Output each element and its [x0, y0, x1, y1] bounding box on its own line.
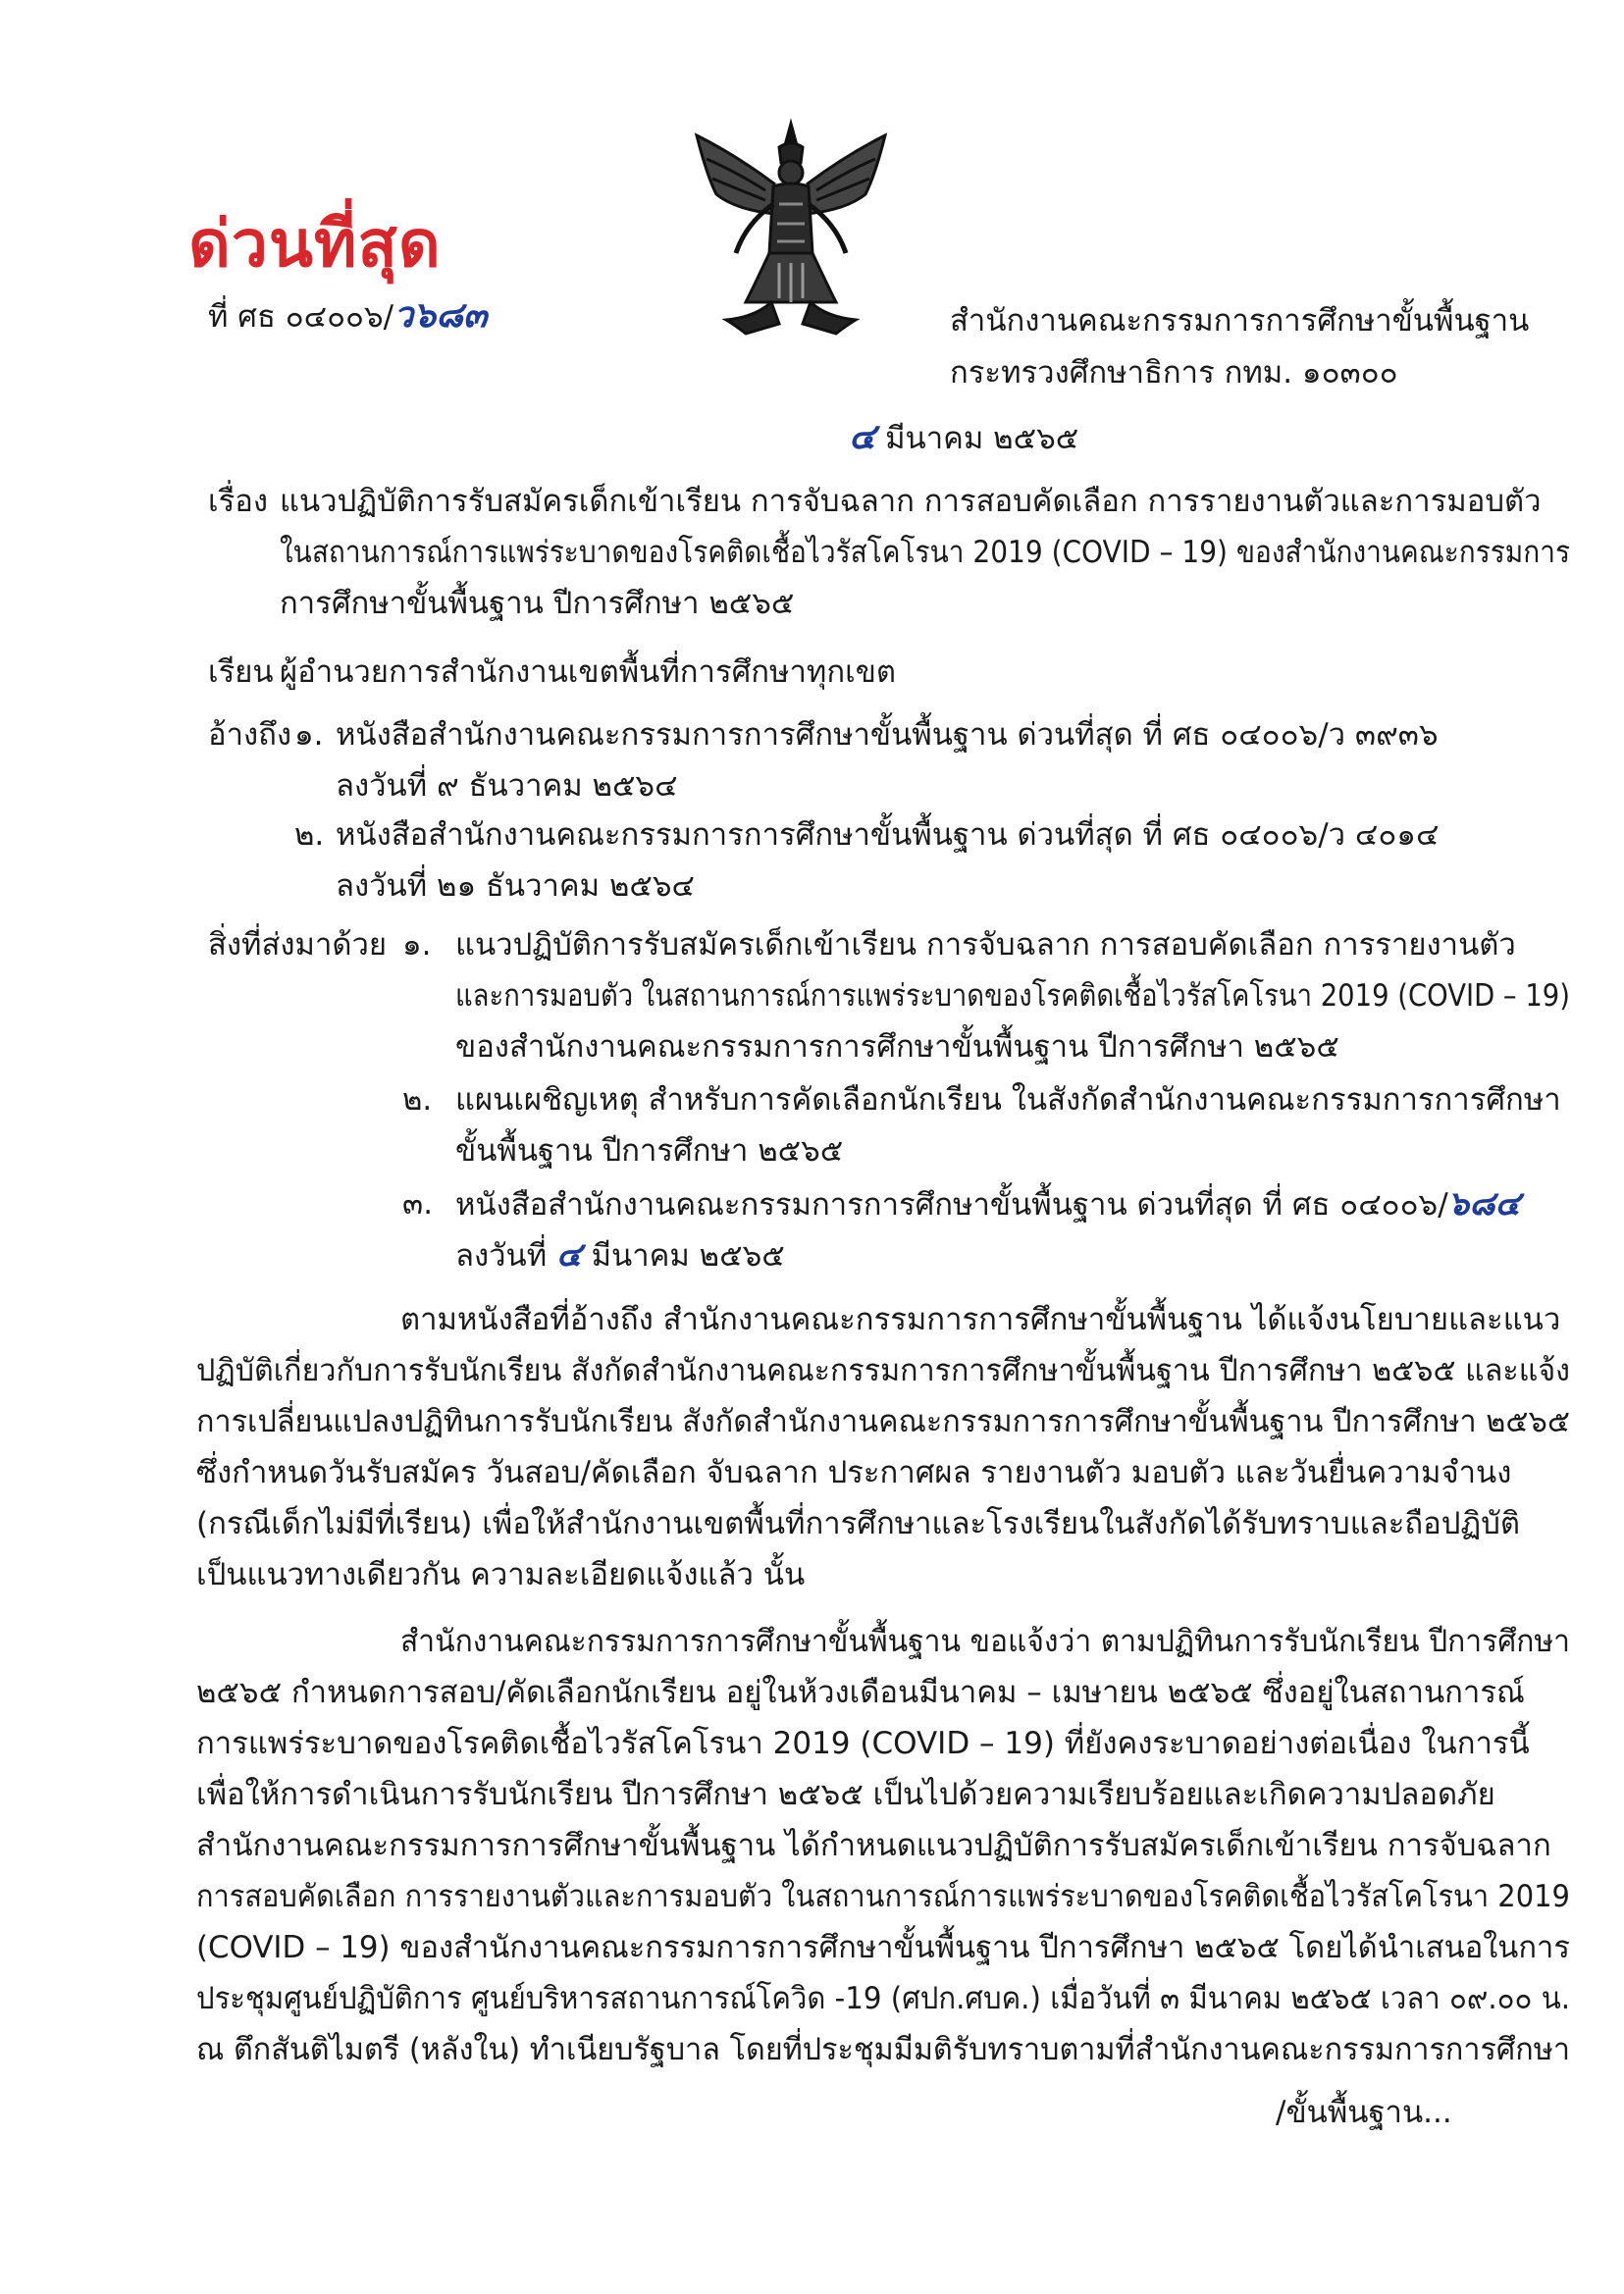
- enclosure-number: ๑.: [402, 927, 432, 963]
- body-paragraph-line: (COVID – 19) ของสำนักงานคณะกรรมการการศึกษาขั้นพื้นฐาน ปีการศึกษา ๒๕๖๕ โดยได้นำเสนอในการ: [196, 1930, 1570, 1965]
- enclosures-label: สิ่งที่ส่งมาด้วย: [208, 927, 388, 963]
- document-date: [849, 414, 1078, 462]
- enclosure-text: ของสำนักงานคณะกรรมการการศึกษาขั้นพื้นฐาน ปีการศึกษา ๒๕๖๕: [455, 1029, 1339, 1065]
- body-paragraph-line: สำนักงานคณะกรรมการการศึกษาขั้นพื้นฐาน ขอแจ้งว่า ตามปฏิทินการรับนักเรียน ปีการศึกษา: [400, 1624, 1570, 1659]
- subject-line: แนวปฏิบัติการรับสมัครเด็กเข้าเรียน การจับฉลาก การสอบคัดเลือก การรายงานตัวและการมอบตัว: [280, 484, 1542, 519]
- enclosure-text: แผนเผชิญเหตุ สำหรับการคัดเลือกนักเรียน ในสังกัดสำนักงานคณะกรรมการการศึกษา: [455, 1082, 1561, 1118]
- body-paragraph-line: ตามหนังสือที่อ้างถึง สำนักงานคณะกรรมการการศึกษาขั้นพื้นฐาน ได้แจ้งนโยบายและแนว: [400, 1302, 1561, 1337]
- enclosure-text: [455, 1180, 1520, 1228]
- reference-text: หนังสือสำนักงานคณะกรรมการการศึกษาขั้นพื้นฐาน ด่วนที่สุด ที่ ศธ ๐๔๐๐๖/ว ๓๙๓๖: [336, 717, 1439, 753]
- reference-text: หนังสือสำนักงานคณะกรรมการการศึกษาขั้นพื้นฐาน ด่วนที่สุด ที่ ศธ ๐๔๐๐๖/ว ๔๐๑๔: [336, 817, 1440, 853]
- date-handwritten-day: ๔: [849, 417, 876, 457]
- subject-line: การศึกษาขั้นพื้นฐาน ปีการศึกษา ๒๕๖๕: [280, 586, 795, 621]
- enclosure-number: ๒.: [402, 1082, 433, 1118]
- body-paragraph-line: ณ ตึกสันติไมตรี (หลังใน) ทำเนียบรัฐบาล โดยที่ประชุมมีมติรับทราบตามที่สำนักงานคณะกรรมการการศึกษา: [196, 2032, 1570, 2067]
- body-paragraph-line: เพื่อให้การดำเนินการรับนักเรียน ปีการศึกษา ๒๕๖๕ เป็นไปด้วยความเรียบร้อยและเกิดความปลอดภัย: [196, 1777, 1495, 1812]
- enclosure-text: และการมอบตัว ในสถานการณ์การแพร่ระบาดของโรคติดเชื้อไวรัสโคโรนา 2019 (COVID – 19): [455, 978, 1570, 1014]
- salutation-recipient: ผู้อำนวยการสำนักงานเขตพื้นที่การศึกษาทุกเขต: [280, 654, 897, 690]
- enclosure-ref-handwritten: ๖๘๔: [1447, 1184, 1521, 1224]
- reference-prefix: ที่ ศธ ๐๔๐๐๖/: [208, 299, 394, 335]
- body-paragraph-line: (กรณีเด็กไม่มีที่เรียน) เพื่อให้สำนักงานเขตพื้นที่การศึกษาและโรงเรียนในสังกัดได้รับทราบและถือปฏิบัติ: [196, 1506, 1521, 1541]
- document-reference: [208, 292, 488, 340]
- reference-number: ๒.: [294, 817, 325, 853]
- page-continuation: /ขั้นพื้นฐาน...: [1276, 2095, 1452, 2130]
- reference-date: ลงวันที่ ๙ ธันวาคม ๒๕๖๔: [336, 768, 678, 804]
- body-paragraph-line: การสอบคัดเลือก การรายงานตัวและการมอบตัว ในสถานการณ์การแพร่ระบาดของโรคติดเชื้อไวรัสโคโรนา 2019: [196, 1879, 1570, 1914]
- body-paragraph-line: เป็นแนวทางเดียวกัน ความละเอียดแจ้งแล้ว นั้น: [196, 1557, 806, 1592]
- body-paragraph-line: การแพร่ระบาดของโรคติดเชื้อไวรัสโคโรนา 2019 (COVID – 19) ที่ยังคงระบาดอย่างต่อเนื่อง ในการนี้: [196, 1726, 1530, 1761]
- date-month-year: มีนาคม ๒๕๖๕: [885, 421, 1079, 456]
- urgency-stamp: ด่วนที่สุด: [188, 206, 442, 282]
- reference-handwritten-number: ว๖๘๓: [393, 295, 488, 336]
- body-paragraph-line: ประชุมศูนย์ปฏิบัติการ ศูนย์บริหารสถานการณ์โควิด -19 (ศปก.ศบค.) เมื่อวันที่ ๓ มีนาคม ๒๕๖๕ เวลา ๐๙.๐๐ น.: [196, 1981, 1571, 2016]
- garuda-emblem-icon: [677, 116, 905, 343]
- enclosure-text: ขั้นพื้นฐาน ปีการศึกษา ๒๕๖๕: [455, 1133, 844, 1169]
- reference-number: ๑.: [294, 717, 324, 753]
- body-paragraph-line: สำนักงานคณะกรรมการการศึกษาขั้นพื้นฐาน ได้กำหนดแนวปฏิบัติการรับสมัครเด็กเข้าเรียน การจับฉลาก: [196, 1828, 1551, 1863]
- enclosure-date-prefix: ลงวันที่: [455, 1238, 557, 1274]
- enclosure-ref-prefix: หนังสือสำนักงานคณะกรรมการการศึกษาขั้นพื้นฐาน ด่วนที่สุด ที่ ศธ ๐๔๐๐๖/: [455, 1187, 1448, 1223]
- salutation-label: เรียน: [208, 654, 274, 690]
- body-paragraph-line: ๒๕๖๕ กำหนดการสอบ/คัดเลือกนักเรียน อยู่ในห้วงเดือนมีนาคม – เมษายน ๒๕๖๕ ซึ่งอยู่ในสถานการณ์: [196, 1675, 1525, 1710]
- enclosure-number: ๓.: [402, 1186, 434, 1222]
- subject-line: ในสถานการณ์การแพร่ระบาดของโรคติดเชื้อไวรัสโคโรนา 2019 (COVID – 19) ของสำนักงานคณะกรรมการ: [280, 535, 1571, 570]
- reference-date: ลงวันที่ ๒๑ ธันวาคม ๒๕๖๔: [336, 868, 695, 904]
- agency-name: สำนักงานคณะกรรมการการศึกษาขั้นพื้นฐาน: [950, 303, 1530, 339]
- references-label: อ้างถึง: [208, 717, 292, 753]
- enclosure-date-handwritten: ๔: [556, 1235, 582, 1275]
- enclosure-text: แนวปฏิบัติการรับสมัครเด็กเข้าเรียน การจับฉลาก การสอบคัดเลือก การรายงานตัว: [455, 927, 1516, 963]
- body-paragraph-line: ซึ่งกำหนดวันรับสมัคร วันสอบ/คัดเลือก จับฉลาก ประกาศผล รายงานตัว มอบตัว และวันยื่นความจำนง: [196, 1455, 1512, 1490]
- agency-address: กระทรวงศึกษาธิการ กทม. ๑๐๓๐๐: [950, 355, 1398, 391]
- subject-label: เรื่อง: [208, 484, 269, 519]
- body-paragraph-line: ปฏิบัติเกี่ยวกับการรับนักเรียน สังกัดสำนักงานคณะกรรมการการศึกษาขั้นพื้นฐาน ปีการศึกษา ๒๕๖๕ และแจ้ง: [196, 1353, 1571, 1388]
- enclosure-date: [455, 1231, 785, 1279]
- body-paragraph-line: การเปลี่ยนแปลงปฏิทินการรับนักเรียน สังกัดสำนักงานคณะกรรมการการศึกษาขั้นพื้นฐาน ปีการศึกษา ๒๕๖๕: [196, 1404, 1571, 1439]
- enclosure-date-rest: มีนาคม ๒๕๖๕: [581, 1238, 785, 1274]
